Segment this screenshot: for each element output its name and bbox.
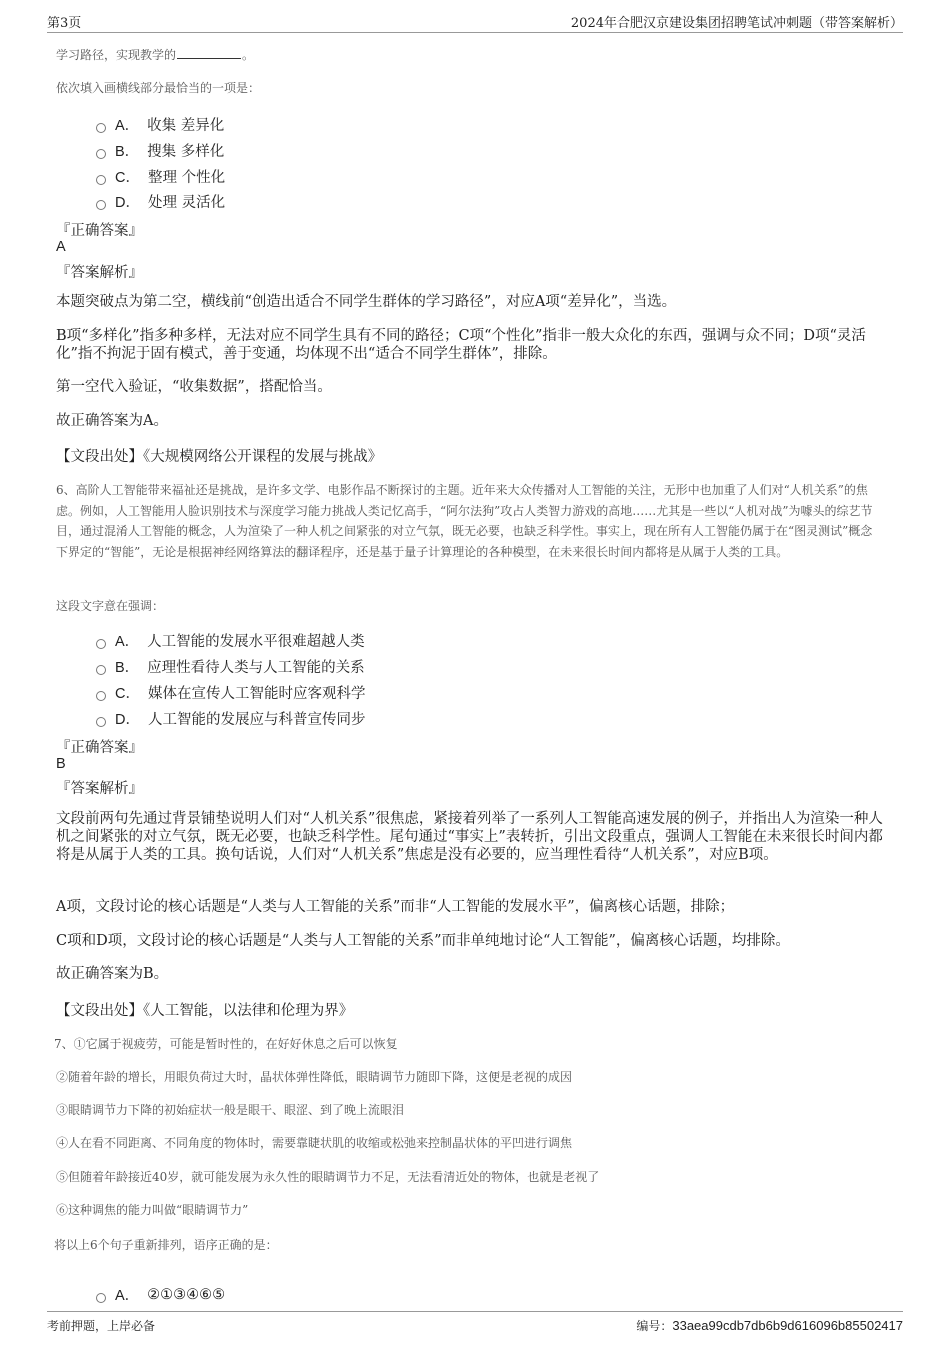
q5-option-c[interactable]: C． 整理 个性化	[96, 166, 225, 187]
footer-slogan: 考前押题，上岸必备	[47, 1319, 156, 1333]
q6-source: 【文段出处】《人工智能，以法律和伦理为界》	[56, 1003, 354, 1019]
page-footer	[47, 1311, 903, 1334]
q7-sentence-1: 7、①它属于视疲劳，可能是暂时性的，在好好休息之后可以恢复	[54, 1037, 398, 1051]
q7-sentence-5: ⑤但随着年龄接近40岁，就可能发展为永久性的眼睛调节力不足，无法看清近处的物体，也就是老视了	[56, 1170, 600, 1184]
fill-blank	[177, 46, 241, 59]
q7-instruction: 将以上6个句子重新排列，语序正确的是：	[54, 1238, 278, 1252]
document-title: 2024年合肥汉京建设集团招聘笔试冲刺题（带答案解析）	[570, 16, 903, 31]
q5-source: 【文段出处】《大规模网络公开课程的发展与挑战》	[56, 449, 383, 465]
q6-instruction: 这段文字意在强调：	[56, 599, 165, 613]
q5-answer: A	[56, 239, 66, 255]
q5-analysis-label: 『答案解析』	[56, 265, 143, 281]
q6-option-b[interactable]: B． 应理性看待人类与人工智能的关系	[96, 656, 365, 677]
q5-analysis-1: 本题突破点为第二空，横线前“创造出适合不同学生群体的学习路径”，对应A项“差异化”，当选。	[56, 294, 677, 310]
radio-icon[interactable]	[96, 200, 106, 210]
radio-icon[interactable]	[96, 175, 106, 185]
q6-stem: 6、高阶人工智能带来福祉还是挑战，是许多文学、电影作品不断探讨的主题。近年来大众传播对人工智能的关注，无形中也加重了人们对“人机关系”的焦虑。例如，人工智能用人脸识别技术与深度学习能力挑战人类记忆高手，“阿尔法狗”攻占人类智力游戏的高地……尤其是一些以“人机对战”为噱头的综艺节目，通过混淆人工智能的概念，人为渲染了一种人机之间紧张的对立气氛，既无必要，也缺乏科学性。事实上，现在所有人工智能仍属于在“图灵测试”概念下界定的“智能”，无论是根据神经网络算法的翻译程序，还是基于量子计算理论的各种模型，在未来很长时间内都将是从属于人类的工具。	[56, 483, 873, 559]
q5-analysis-2: B项“多样化”指多种多样，无法对应不同学生具有不同的路径；C项“个性化”指非一般大众化的东西，强调与众不同；D项“灵活化”指不拘泥于固有模式，善于变通，均体现不出“适合不同学生群体”，排除。	[56, 328, 866, 362]
q5-stem-end: 学习路径，实现教学的 。	[56, 48, 255, 62]
q6-option-a[interactable]: A． 人工智能的发展水平很难超越人类	[96, 630, 365, 651]
q5-option-d[interactable]: D． 处理 灵活化	[96, 191, 225, 212]
radio-icon[interactable]	[96, 717, 106, 727]
q7-option-a[interactable]: A． ②①③④⑥⑤	[96, 1284, 225, 1305]
q5-option-a[interactable]: A． 收集 差异化	[96, 114, 224, 135]
q7-sentence-2: ②随着年龄的增长，用眼负荷过大时，晶状体弹性降低，眼睛调节力随即下降，这便是老视的成因	[56, 1070, 573, 1084]
q7-sentence-3: ③眼睛调节力下降的初始症状一般是眼干、眼涩、到了晚上流眼泪	[56, 1103, 405, 1117]
q6-answer: B	[56, 756, 66, 772]
q6-analysis-2: A项，文段讨论的核心话题是“人类与人工智能的关系”而非“人工智能的发展水平”，偏离核心话题，排除；	[56, 899, 735, 915]
page-number: 第3页	[47, 16, 82, 31]
q5-analysis-3: 第一空代入验证，“收集数据”，搭配恰当。	[56, 379, 332, 395]
q5-answer-label: 『正确答案』	[56, 223, 143, 239]
radio-icon[interactable]	[96, 691, 106, 701]
q6-analysis-4: 故正确答案为B。	[56, 966, 169, 982]
radio-icon[interactable]	[96, 149, 106, 159]
radio-icon[interactable]	[96, 1293, 106, 1303]
q7-sentence-4: ④人在看不同距离、不同角度的物体时，需要靠睫状肌的收缩或松弛来控制晶状体的平凹进行调焦	[56, 1136, 573, 1150]
page-header	[47, 12, 903, 33]
q5-analysis-4: 故正确答案为A。	[56, 413, 168, 429]
q6-analysis-3: C项和D项，文段讨论的核心话题是“人类与人工智能的关系”而非单纯地讨论“人工智能”，偏离核心话题，均排除。	[56, 933, 790, 949]
q6-option-d[interactable]: D． 人工智能的发展应与科普宣传同步	[96, 708, 365, 729]
radio-icon[interactable]	[96, 639, 106, 649]
radio-icon[interactable]	[96, 665, 106, 675]
q6-analysis-label: 『答案解析』	[56, 781, 143, 797]
q6-option-c[interactable]: C． 媒体在宣传人工智能时应客观科学	[96, 682, 365, 703]
q7-sentence-6: ⑥这种调焦的能力叫做“眼睛调节力”	[56, 1203, 249, 1217]
q6-answer-label: 『正确答案』	[56, 740, 143, 756]
q5-option-b[interactable]: B． 搜集 多样化	[96, 140, 224, 161]
q5-instruction: 依次填入画横线部分最恰当的一项是：	[56, 81, 261, 95]
q6-analysis-1: 文段前两句先通过背景铺垫说明人们对“人机关系”很焦虑，紧接着列举了一系列人工智能高速发展的例子，并指出人为渲染一种人机之间紧张的对立气氛，既无必要，也缺乏科学性。尾句通过“事实上”表转折，引出文段重点，强调人工智能在未来很长时间内都将是从属于人类的工具。换句话说，人们对“人机关系”焦虑是没有必要的，应当理性看待“人机关系”，对应B项。	[56, 811, 883, 863]
document-code: 编号：33aea99cdb7db6b9d616096b85502417	[636, 1318, 903, 1333]
radio-icon[interactable]	[96, 123, 106, 133]
